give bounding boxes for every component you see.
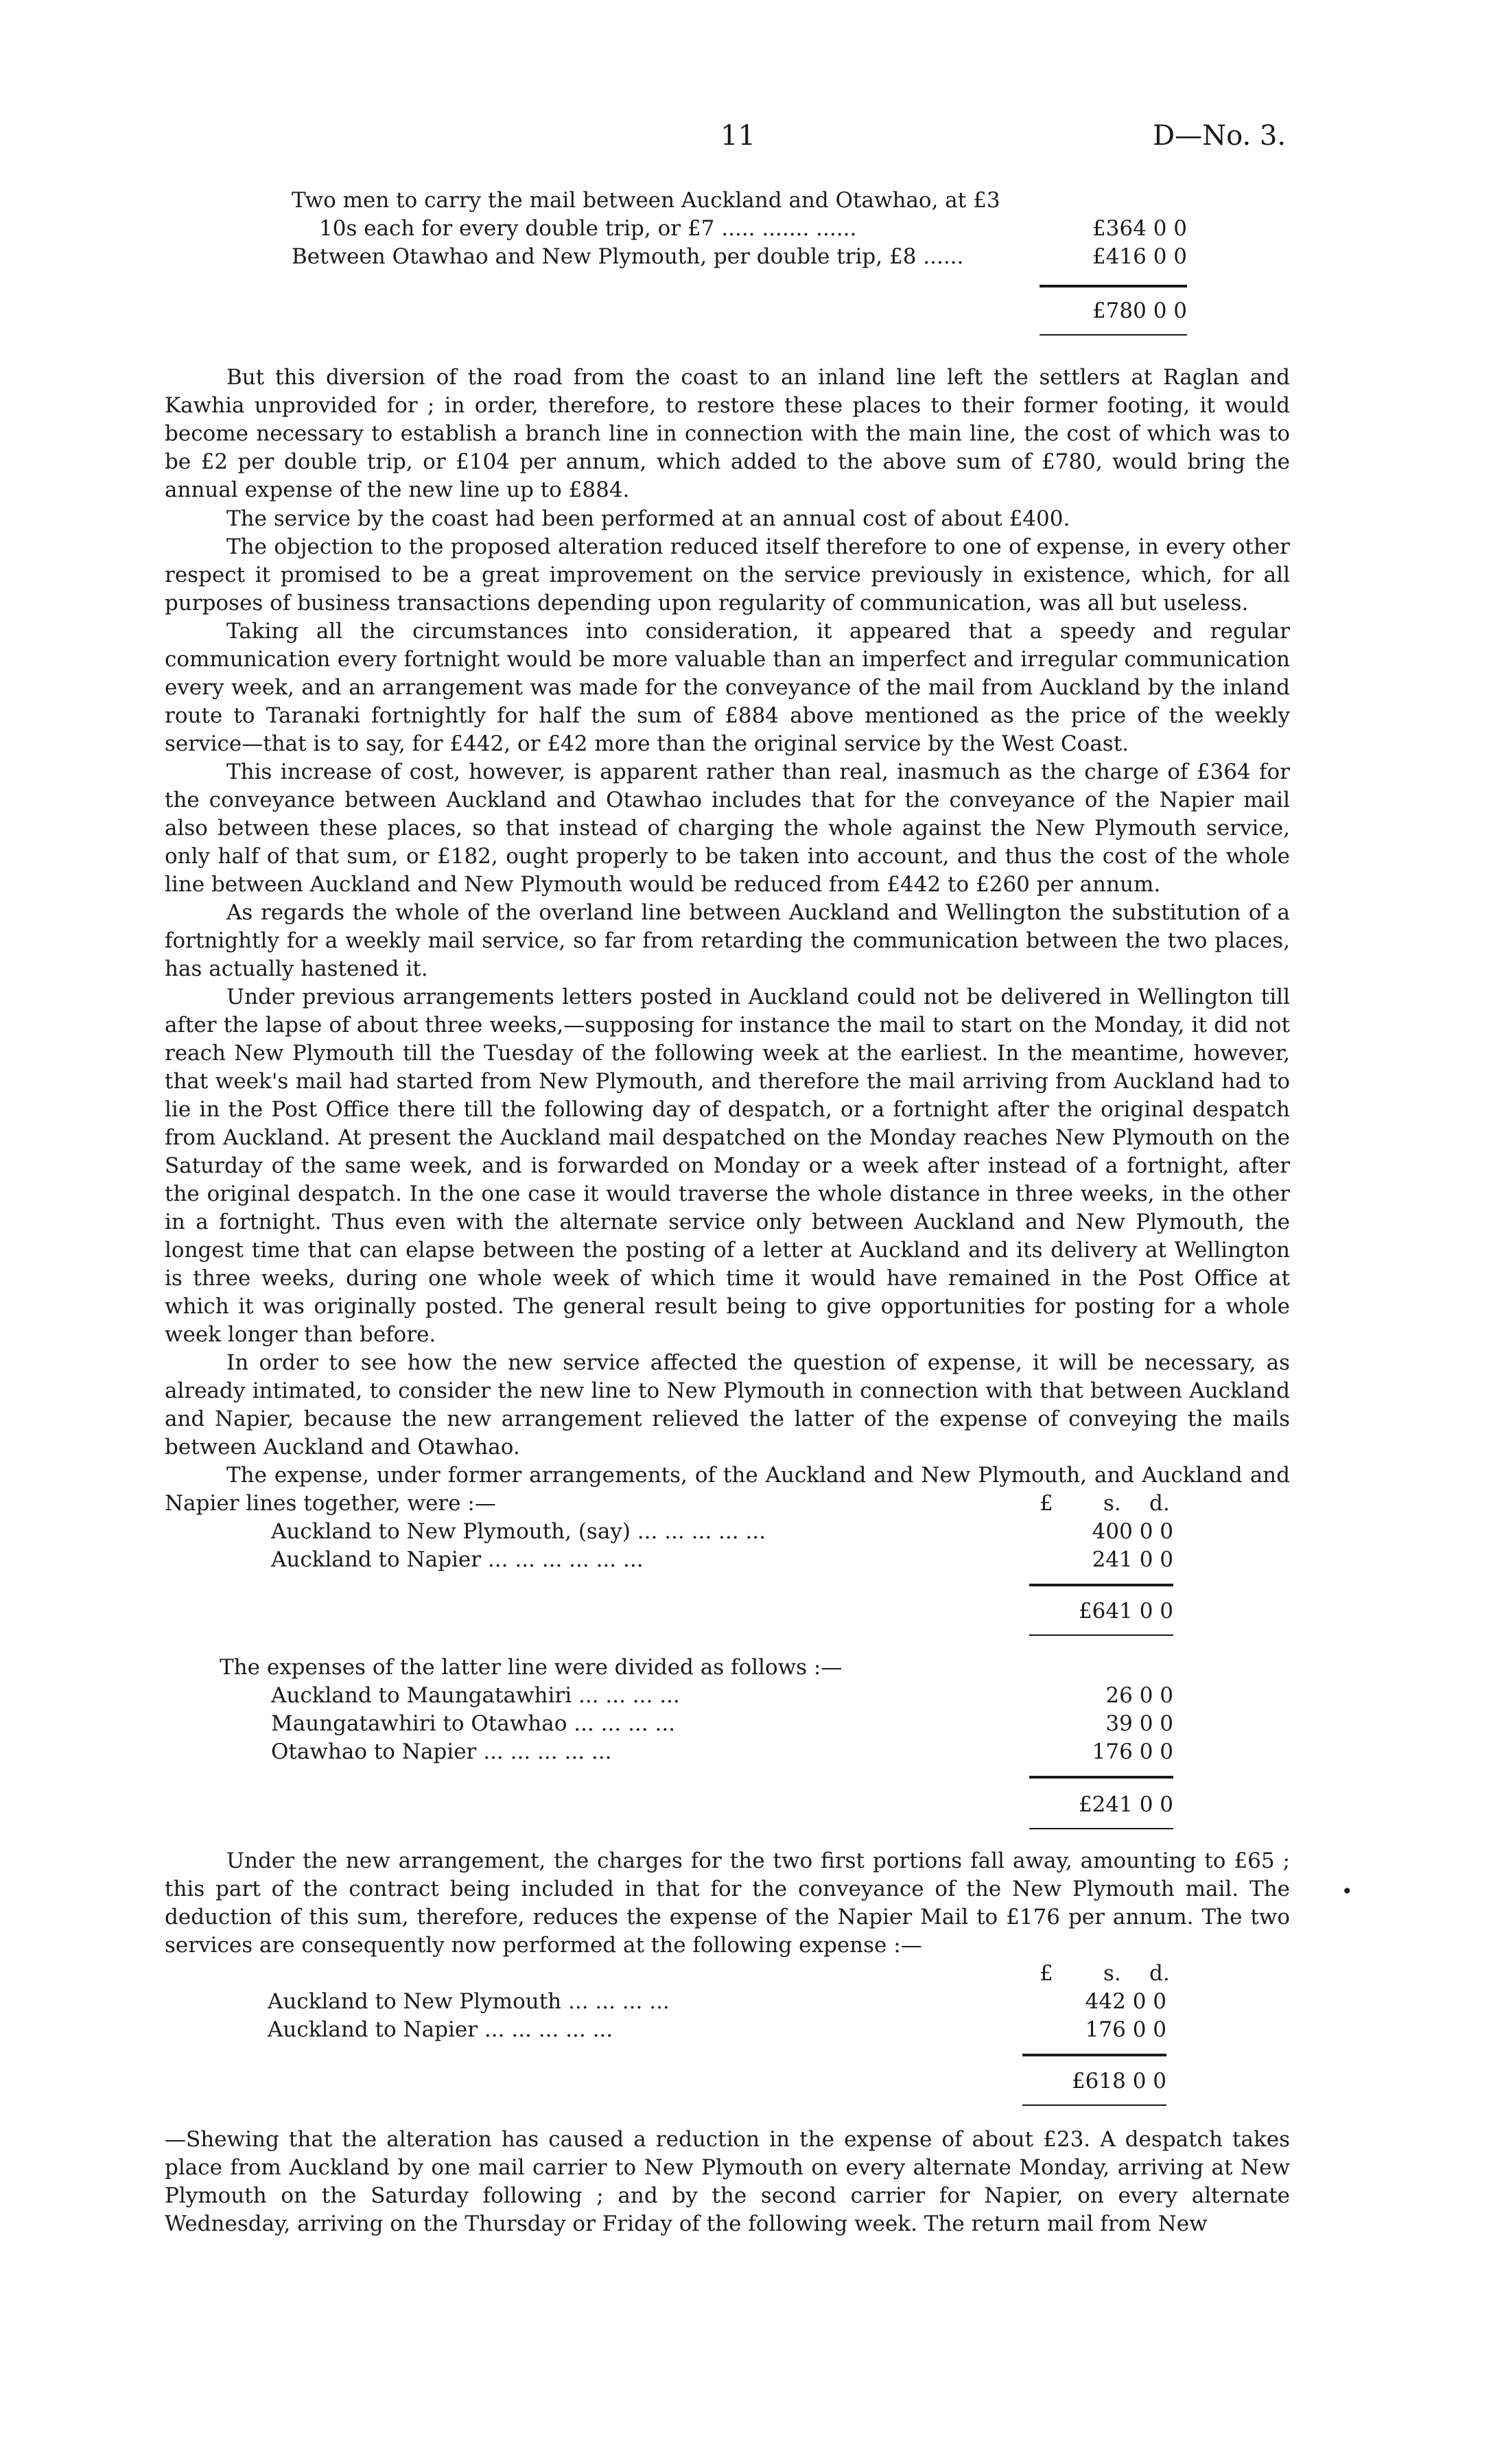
table4-row-label: Auckland to Napier ... ... ... ... ...	[268, 2017, 613, 2042]
table1-row1-line1: Two men to carry the mail between Auckland and Otawhao, at £3	[292, 188, 1000, 213]
table1-total: £780 0 0	[1092, 298, 1187, 323]
table3-row-amount: 39 0 0	[1105, 1711, 1173, 1736]
table3-row-amount: 176 0 0	[1092, 1739, 1173, 1764]
table3-row-label: Maungatawhiri to Otawhao ... ... ... ...	[271, 1711, 676, 1736]
table1-bottom-rule	[1040, 334, 1187, 336]
table3-row-label: Auckland to Maungatawhiri ... ... ... ...	[271, 1683, 680, 1708]
page-number: 11	[720, 120, 755, 152]
paragraph-overland: As regards the whole of the overland line between Auckland and Wellington the substitution of a fortnightly for a weekly mail service, so far from retarding the communication between the two places, has actually hastened it.	[165, 900, 1290, 981]
table4-row-amount: 176 0 0	[1085, 2017, 1166, 2042]
table1-row2-label: Between Otawhao and New Plymouth, per double trip, £8 ......	[292, 244, 964, 269]
table2-col-pounds: £	[1040, 1491, 1053, 1516]
table4-col-pence: d.	[1149, 1961, 1170, 1986]
table3-bottom-rule	[1029, 1828, 1173, 1829]
table2-col-shillings: s.	[1103, 1491, 1121, 1516]
table2-row-amount: 241 0 0	[1092, 1547, 1173, 1572]
table1-total-rule	[1040, 285, 1187, 288]
table2-row-label: Auckland to Napier ... ... ... ... ... ...	[271, 1547, 644, 1572]
document-reference: D—No. 3.	[1153, 120, 1287, 152]
table3-total: £241 0 0	[1078, 1792, 1173, 1817]
table2-row-label: Auckland to New Plymouth, (say) ... ... ... ... ...	[271, 1519, 766, 1544]
table4-row-label: Auckland to New Plymouth ... ... ... ...	[268, 1989, 670, 2014]
paragraph-new-arrangement: Under the new arrangement, the charges for the two first portions fall away, amounting to £65 ; this part of the contract being included in that for the conveyance of the New Plymouth mail. The deduction of this sum, therefore, reduces the expense of the Napier Mail to £176 per annum. The two services are consequently now performed at the following expense :—	[165, 1849, 1290, 1958]
paragraph-expense-question: In order to see how the new service affected the question of expense, it will be necessary, as already intimated, to consider the new line to New Plymouth in connection with that between Auckland and Napier, because the new arrangement relieved the latter of the expense of conveying the mails between Auckland and Otawhao.	[165, 1350, 1290, 1459]
table3-row-label: Otawhao to Napier ... ... ... ... ...	[271, 1739, 612, 1764]
table2-total: £641 0 0	[1078, 1599, 1173, 1623]
table4-col-shillings: s.	[1103, 1961, 1121, 1986]
table1-row2-amount: £416 0 0	[1092, 244, 1187, 269]
table4-row-amount: 442 0 0	[1085, 1989, 1166, 2014]
table4-total-rule	[1022, 2054, 1166, 2056]
table2-total-rule	[1029, 1584, 1173, 1586]
table2-col-pence: d.	[1149, 1491, 1170, 1516]
paragraph-increase-cost: This increase of cost, however, is apparent rather than real, inasmuch as the charge of £364 for the conveyance between Auckland and Otawhao includes that for the conveyance of the Napier mail also between these places, so that instead of charging the whole against the New Plymouth service, only half of that sum, or £182, ought properly to be taken into account, and thus the cost of the whole line between Auckland and New Plymouth would be reduced from £442 to £260 per annum.	[165, 760, 1290, 897]
table4-total: £618 0 0	[1071, 2069, 1166, 2093]
paragraph-former-expense: The expense, under former arrangements, of the Auckland and New Plymouth, and Auckland and Napier lines together, were :—	[165, 1463, 1290, 1516]
margin-mark: •	[1341, 1880, 1353, 1903]
table4-bottom-rule	[1022, 2104, 1166, 2106]
table3-total-rule	[1029, 1776, 1173, 1779]
paragraph-previous-arrangements: Under previous arrangements letters posted in Auckland could not be delivered in Wellington till after the lapse of about three weeks,—supposing for instance the mail to start on the Monday, it did not reach New Plymouth till the Tuesday of the following week at the earliest. In the meantime, however, that week's mail had started from New Plymouth, and therefore the mail arriving from Auckland had to lie in the Post Office there till the following day of despatch, or a fortnight after the original despatch from Auckland. At present the Auckland mail despatched on the Monday reaches New Plymouth on the Saturday of the same week, and is forwarded on Monday or a week after instead of a fortnight, after the original despatch. In the one case it would traverse the whole distance in three weeks, in the other in a fortnight. Thus even with the alternate service only between Auckland and New Plymouth, the longest time that can elapse between the posting of a letter at Auckland and its delivery at Wellington is three weeks, during one whole week of which time it would have remained in the Post Office at which it was originally posted. The general result being to give opportunities for posting for a whole week longer than before.	[165, 985, 1290, 1347]
paragraph-branch-line: But this diversion of the road from the coast to an inland line left the settlers at Raglan and Kawhia unprovided for ; in order, therefore, to restore these places to their former footing, it would become necessary to establish a branch line in connection with the main line, the cost of which was to be £2 per double trip, or £104 per annum, which added to the above sum of £780, would bring the annual expense of the new line up to £884.	[165, 365, 1290, 502]
table3-row-amount: 26 0 0	[1105, 1683, 1173, 1708]
table1-row1-amount: £364 0 0	[1092, 216, 1187, 241]
table1-row1-line2: 10s each for every double trip, or £7 ..... ....... ......	[319, 216, 857, 241]
paragraph-circumstances: Taking all the circumstances into consideration, it appeared that a speedy and regular communication every fortnight would be more valuable than an imperfect and irregular communication every week, and an arrangement was made for the conveyance of the mail from Auckland by the inland route to Taranaki fortnightly for half the sum of £884 above mentioned as the price of the weekly service—that is to say, for £442, or £42 more than the original service by the West Coast.	[165, 619, 1290, 756]
paragraph-reduction: —Shewing that the alteration has caused a reduction in the expense of about £23. A despatch takes place from Auckland by one mail carrier to New Plymouth on every alternate Monday, arriving at New Plymouth on the Saturday following ; and by the second carrier for Napier, on every alternate Wednesday, arriving on the Thursday or Friday of the following week. The return mail from New	[165, 2127, 1290, 2236]
table2-bottom-rule	[1029, 1634, 1173, 1636]
table4-col-pounds: £	[1040, 1961, 1053, 1986]
table3-intro: The expenses of the latter line were divided as follows :—	[220, 1655, 843, 1680]
table2-row-amount: 400 0 0	[1092, 1519, 1173, 1544]
paragraph-coast-cost: The service by the coast had been performed at an annual cost of about £400.	[226, 506, 1070, 531]
paragraph-objection: The objection to the proposed alteration reduced itself therefore to one of expense, in every other respect it promised to be a great improvement on the service previously in existence, which, for all purposes of business transactions depending upon regularity of communication, was all but useless.	[165, 535, 1290, 615]
